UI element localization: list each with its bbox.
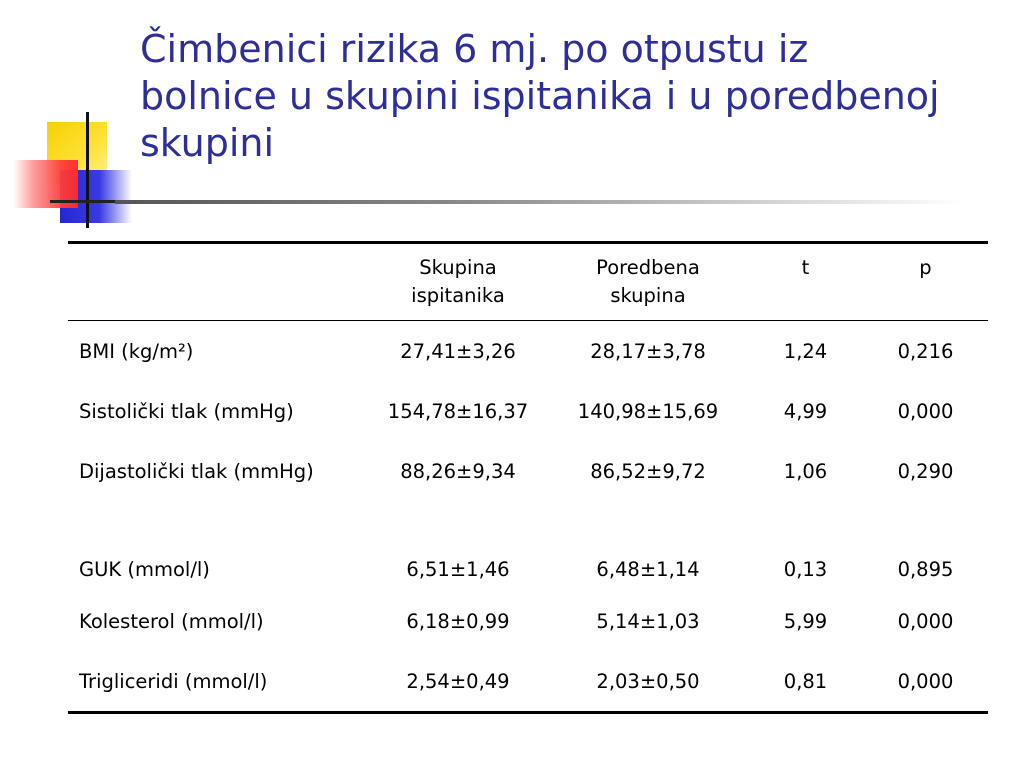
row-label: Sistolički tlak (mmHg) (79, 399, 294, 423)
header-text: ispitanika (411, 284, 505, 307)
cell-value: 140,98±15,69 (577, 399, 719, 423)
cell-value: 1,24 (783, 339, 828, 363)
slide-title (140, 26, 1000, 167)
header-text: p (919, 256, 932, 279)
cell-value: 0,000 (897, 609, 954, 633)
header-cell-skupina-ispitanika (368, 243, 548, 321)
header-cell-empty (68, 243, 368, 321)
header-text: t (801, 256, 810, 279)
logo-vertical-line (86, 112, 89, 228)
slide-title-line: bolnice u skupini ispitanika i u poredbenoj (140, 74, 940, 118)
cell-value: 5,99 (783, 609, 828, 633)
header-text: Poredbena (596, 256, 700, 279)
slide-title-line: skupini (140, 121, 275, 165)
cell-value: 0,13 (783, 558, 828, 581)
row-label: Dijastolički tlak (mmHg) (79, 459, 314, 483)
table-row (68, 651, 988, 713)
row-label: GUK (mmol/l) (79, 558, 210, 581)
row-label: Trigliceridi (mmol/l) (79, 669, 268, 693)
cell-value: 6,48±1,14 (596, 558, 700, 581)
cell-value: 88,26±9,34 (400, 459, 516, 483)
header-cell-poredbena-skupina (548, 243, 748, 321)
cell-value: 0,000 (897, 669, 954, 693)
row-label: Kolesterol (mmol/l) (79, 609, 264, 633)
header-cell-p (863, 243, 988, 321)
cell-value: 27,41±3,26 (400, 339, 516, 363)
row-label: BMI (kg/m²) (79, 339, 194, 363)
cell-value: 6,18±0,99 (406, 609, 510, 633)
cell-value: 0,895 (897, 558, 954, 581)
table-row (68, 381, 988, 441)
table-row (68, 441, 988, 501)
cell-value: 1,06 (783, 459, 828, 483)
table-header-row (68, 243, 988, 321)
cell-value: 6,51±1,46 (406, 558, 510, 581)
slide-logo-decoration (0, 100, 140, 230)
risk-factors-table (68, 241, 988, 714)
cell-value: 86,52±9,72 (590, 459, 706, 483)
cell-value: 0,000 (897, 399, 954, 423)
table-row (68, 321, 988, 382)
header-text: Skupina (419, 256, 497, 279)
cell-value: 154,78±16,37 (387, 399, 529, 423)
cell-value: 28,17±3,78 (590, 339, 706, 363)
slide-title-line: Čimbenici rizika 6 mj. po otpustu iz (140, 27, 809, 71)
cell-value: 2,03±0,50 (596, 669, 700, 693)
title-underline-rule (115, 200, 965, 204)
table-row (68, 591, 988, 651)
cell-value: 0,216 (897, 339, 954, 363)
cell-value: 0,81 (783, 669, 828, 693)
cell-value: 5,14±1,03 (596, 609, 700, 633)
cell-value: 0,290 (897, 459, 954, 483)
cell-value: 2,54±0,49 (406, 669, 510, 693)
header-text: skupina (610, 284, 686, 307)
cell-value: 4,99 (783, 399, 828, 423)
table-row (68, 501, 988, 591)
header-cell-t (748, 243, 863, 321)
